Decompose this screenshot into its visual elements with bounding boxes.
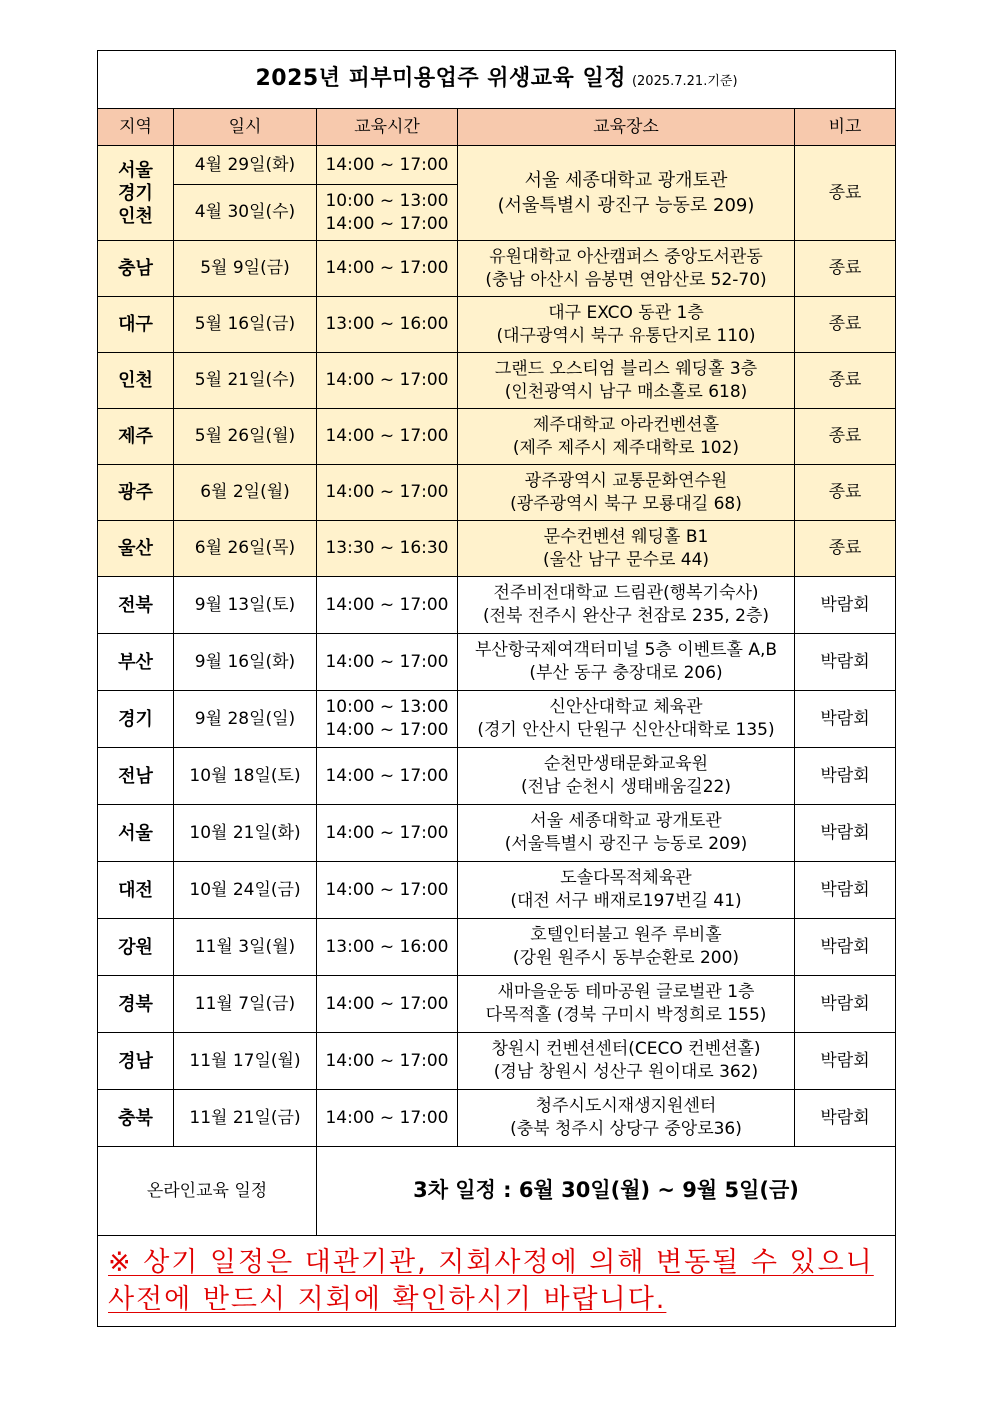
time-cell: 13:00 ~ 16:00	[317, 297, 458, 353]
table-row	[98, 748, 896, 805]
place-cell: 서울 세종대학교 광개토관 (서울특별시 광진구 능동로 209)	[458, 805, 795, 862]
place-cell: 대구 EXCO 동관 1층 (대구광역시 북구 유통단지로 110)	[458, 297, 795, 353]
region-cell: 경북	[98, 976, 174, 1033]
date-cell: 10월 24일(금)	[174, 862, 317, 919]
table-row	[98, 691, 896, 748]
table-row	[98, 862, 896, 919]
online-schedule-cell	[317, 1147, 896, 1236]
region-cell: 대전	[98, 862, 174, 919]
place-cell: 제주대학교 아라컨벤션홀 (제주 제주시 제주대학로 102)	[458, 409, 795, 465]
title-date-note: (2025.7.21.기준)	[631, 73, 738, 89]
title-row	[98, 51, 896, 109]
place-cell: 유원대학교 아산캠퍼스 중앙도서관동 (충남 아산시 음봉면 연암산로 52-70)	[458, 241, 795, 297]
date-cell: 6월 26일(목)	[174, 521, 317, 577]
table-row	[98, 409, 896, 465]
time-cell: 14:00 ~ 17:00	[317, 1090, 458, 1147]
note-cell: 박람회	[795, 805, 896, 862]
time-cell: 14:00 ~ 17:00	[317, 1033, 458, 1090]
online-schedule-text: 3차 일정 : 6월 30일(월) ~ 9월 5일(금)	[413, 1177, 799, 1202]
region-cell: 경기	[98, 691, 174, 748]
note-cell: 박람회	[795, 862, 896, 919]
date-cell: 5월 21일(수)	[174, 353, 317, 409]
time-cell: 10:00 ~ 13:00 14:00 ~ 17:00	[317, 691, 458, 748]
region-cell: 광주	[98, 465, 174, 521]
time-cell: 14:00 ~ 17:00	[317, 634, 458, 691]
time-cell: 14:00 ~ 17:00	[317, 805, 458, 862]
online-label: 온라인교육 일정	[98, 1147, 317, 1236]
place-cell: 광주광역시 교통문화연수원 (광주광역시 북구 모룡대길 68)	[458, 465, 795, 521]
time-cell: 14:00 ~ 17:00	[317, 577, 458, 634]
time-cell: 10:00 ~ 13:00 14:00 ~ 17:00	[317, 185, 458, 241]
place-cell: 새마을운동 테마공원 글로벌관 1층 다목적홀 (경북 구미시 박정희로 155)	[458, 976, 795, 1033]
header-note: 비고	[795, 109, 896, 146]
region-cell: 충북	[98, 1090, 174, 1147]
schedule-document	[97, 50, 895, 1327]
place-cell: 부산항국제여객터미널 5층 이벤트홀 A,B (부산 동구 충장대로 206)	[458, 634, 795, 691]
table-row	[98, 1090, 896, 1147]
region-cell: 충남	[98, 241, 174, 297]
page-title: 2025년 피부미용업주 위생교육 일정	[255, 65, 626, 91]
note-cell: 박람회	[795, 976, 896, 1033]
note-cell: 박람회	[795, 919, 896, 976]
note-cell: 박람회	[795, 1033, 896, 1090]
time-cell: 14:00 ~ 17:00	[317, 353, 458, 409]
date-cell: 11월 3일(월)	[174, 919, 317, 976]
place-cell: 문수컨벤션 웨딩홀 B1 (울산 남구 문수로 44)	[458, 521, 795, 577]
place-cell: 전주비전대학교 드림관(행복기숙사) (전북 전주시 완산구 천잠로 235, 2층)	[458, 577, 795, 634]
region-cell: 강원	[98, 919, 174, 976]
table-row	[98, 634, 896, 691]
note-cell: 박람회	[795, 577, 896, 634]
table-row	[98, 976, 896, 1033]
header-place: 교육장소	[458, 109, 795, 146]
schedule-body	[98, 146, 896, 1147]
header-region: 지역	[98, 109, 174, 146]
note-cell: 박람회	[795, 1090, 896, 1147]
note-cell: 박람회	[795, 634, 896, 691]
place-cell: 도솔다목적체육관 (대전 서구 배재로197번길 41)	[458, 862, 795, 919]
header-time: 교육시간	[317, 109, 458, 146]
table-row	[98, 805, 896, 862]
place-cell: 서울 세종대학교 광개토관 (서울특별시 광진구 능동로 209)	[458, 146, 795, 241]
schedule-table	[97, 50, 896, 1327]
time-cell: 14:00 ~ 17:00	[317, 748, 458, 805]
place-cell: 창원시 컨벤션센터(CECO 컨벤션홀) (경남 창원시 성산구 원이대로 362)	[458, 1033, 795, 1090]
table-row	[98, 353, 896, 409]
date-cell: 6월 2일(월)	[174, 465, 317, 521]
note-cell: 종료	[795, 409, 896, 465]
note-cell: 종료	[795, 521, 896, 577]
date-cell: 10월 21일(화)	[174, 805, 317, 862]
note-cell: 종료	[795, 353, 896, 409]
place-cell: 신안산대학교 체육관 (경기 안산시 단원구 신안산대학로 135)	[458, 691, 795, 748]
region-cell: 경남	[98, 1033, 174, 1090]
date-cell: 5월 26일(월)	[174, 409, 317, 465]
note-cell: 종료	[795, 241, 896, 297]
time-cell: 14:00 ~ 17:00	[317, 976, 458, 1033]
header-date: 일시	[174, 109, 317, 146]
region-cell: 부산	[98, 634, 174, 691]
date-cell: 4월 29일(화)	[174, 146, 317, 185]
header-row	[98, 109, 896, 146]
date-cell: 11월 7일(금)	[174, 976, 317, 1033]
region-cell: 전북	[98, 577, 174, 634]
table-row	[98, 1033, 896, 1090]
region-cell: 대구	[98, 297, 174, 353]
table-row	[98, 297, 896, 353]
table-row	[98, 146, 896, 185]
date-cell: 9월 16일(화)	[174, 634, 317, 691]
region-cell: 서울	[98, 805, 174, 862]
note-cell: 종료	[795, 465, 896, 521]
date-cell: 10월 18일(토)	[174, 748, 317, 805]
table-row	[98, 919, 896, 976]
date-cell: 5월 9일(금)	[174, 241, 317, 297]
notice-cell	[98, 1236, 896, 1327]
time-cell: 13:00 ~ 16:00	[317, 919, 458, 976]
time-cell: 14:00 ~ 17:00	[317, 241, 458, 297]
region-cell: 서울 경기 인천	[98, 146, 174, 241]
time-cell: 14:00 ~ 17:00	[317, 465, 458, 521]
date-cell: 5월 16일(금)	[174, 297, 317, 353]
note-cell: 박람회	[795, 748, 896, 805]
place-cell: 그랜드 오스티엄 블리스 웨딩홀 3층 (인천광역시 남구 매소홀로 618)	[458, 353, 795, 409]
note-cell: 종료	[795, 146, 896, 241]
time-cell: 14:00 ~ 17:00	[317, 146, 458, 185]
online-row	[98, 1147, 896, 1236]
table-row	[98, 521, 896, 577]
note-cell: 종료	[795, 297, 896, 353]
date-cell: 11월 17일(월)	[174, 1033, 317, 1090]
time-cell: 14:00 ~ 17:00	[317, 862, 458, 919]
date-cell: 11월 21일(금)	[174, 1090, 317, 1147]
date-cell: 4월 30일(수)	[174, 185, 317, 241]
region-cell: 울산	[98, 521, 174, 577]
notice-row	[98, 1236, 896, 1327]
table-row	[98, 241, 896, 297]
region-cell: 인천	[98, 353, 174, 409]
time-cell: 14:00 ~ 17:00	[317, 409, 458, 465]
region-cell: 제주	[98, 409, 174, 465]
table-row	[98, 465, 896, 521]
date-cell: 9월 28일(일)	[174, 691, 317, 748]
region-cell: 전남	[98, 748, 174, 805]
date-cell: 9월 13일(토)	[174, 577, 317, 634]
notice-text: ※ 상기 일정은 대관기관, 지회사정에 의해 변동될 수 있으니 사전에 반드시 지회에 확인하시기 바랍니다.	[108, 1247, 874, 1315]
time-cell: 13:30 ~ 16:30	[317, 521, 458, 577]
note-cell: 박람회	[795, 691, 896, 748]
place-cell: 호텔인터불고 원주 루비홀 (강원 원주시 동부순환로 200)	[458, 919, 795, 976]
place-cell: 순천만생태문화교육원 (전남 순천시 생태배움길22)	[458, 748, 795, 805]
place-cell: 청주시도시재생지원센터 (충북 청주시 상당구 중앙로36)	[458, 1090, 795, 1147]
table-row	[98, 577, 896, 634]
